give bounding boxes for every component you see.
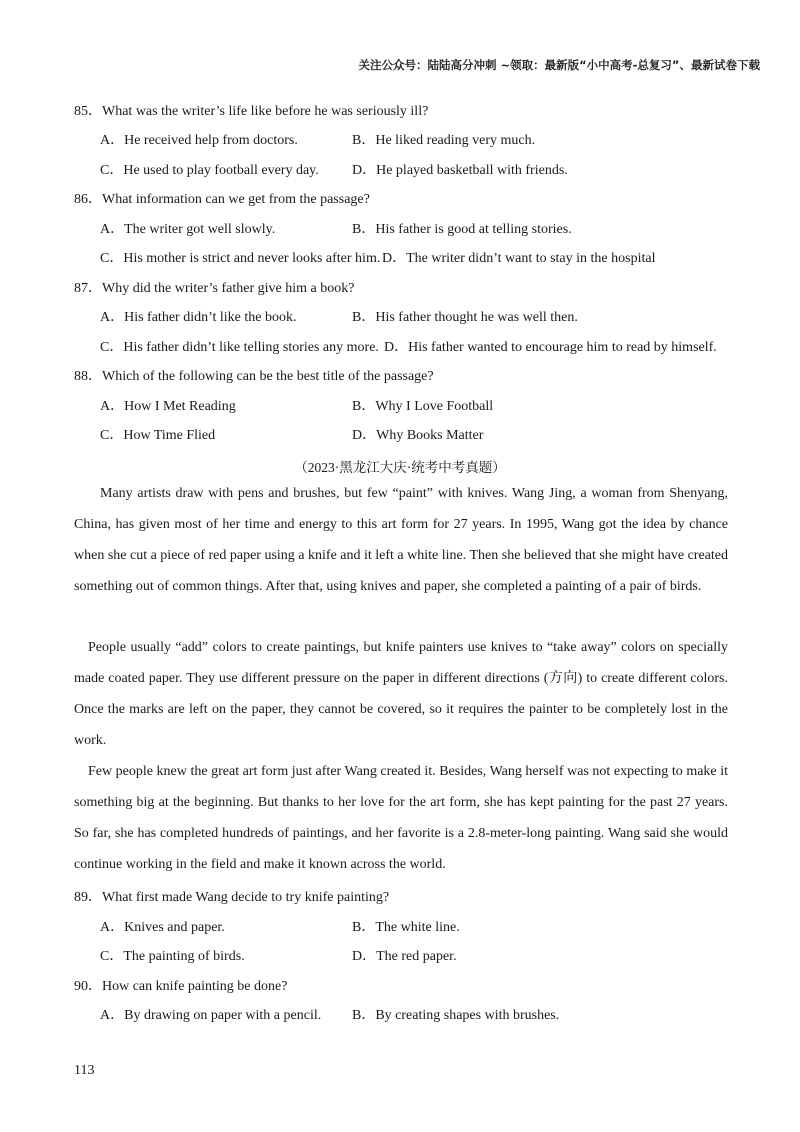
question-88-option-b: B．Why I Love Football [352, 399, 494, 414]
question-89-option-a: A．Knives and paper. [100, 920, 225, 935]
question-89-stem: 89．What first made Wang decide to try knife painting? [74, 890, 390, 905]
question-88-option-d: D．Why Books Matter [352, 428, 484, 443]
question-85-option-d: D．He played basketball with friends. [352, 163, 568, 178]
question-87-stem: 87．Why did the writer’s father give him a book? [74, 281, 355, 296]
question-88-stem: 88．Which of the following can be the best title of the passage? [74, 369, 434, 384]
question-86-option-c: C．His mother is strict and never looks after him. [100, 251, 381, 266]
question-87-option-d: D．His father wanted to encourage him to read by himself. [384, 340, 717, 355]
question-90-option-a: A．By drawing on paper with a pencil. [100, 1008, 322, 1023]
passage-paragraph-2: People usually “add” colors to create paintings, but knife painters use knives to “take away” colors on specially made coated paper. They use different pressure on the paper in different directions (方向) to create different colors. Once the marks are left on the paper, they cannot be covered, so it requires the painter to be completely lost in the work. [74, 640, 728, 748]
question-87-option-a: A．His father didn’t like the book. [100, 310, 297, 325]
question-87-option-b: B．His father thought he was well then. [352, 310, 578, 325]
question-90-stem: 90．How can knife painting be done? [74, 979, 288, 994]
question-86-option-a: A．The writer got well slowly. [100, 222, 276, 237]
question-89-option-c: C．The painting of birds. [100, 949, 245, 964]
question-87-option-c: C．His father didn’t like telling stories any more. [100, 340, 379, 355]
passage-source: （2023·黑龙江大庆·统考中考真题） [294, 460, 506, 475]
question-85-option-a: A．He received help from doctors. [100, 133, 298, 148]
page-header: 关注公众号：陆陆高分冲刺 ~领取：最新版“小中高考-总复习”、最新试卷下载 [358, 58, 760, 72]
page-number: 113 [74, 1063, 95, 1078]
question-89-option-d: D．The red paper. [352, 949, 457, 964]
question-88-option-a: A．How I Met Reading [100, 399, 236, 414]
question-88-option-c: C．How Time Flied [100, 428, 216, 443]
passage-paragraph-1: Many artists draw with pens and brushes, but few “paint” with knives. Wang Jing, a woman from Shenyang, China, has given most of her time and energy to this art form for 27 years. In 1995, Wang got the idea by chance when she cut a piece of red paper using a knife and it left a white line. Then she believed that she might have created something out of common things. After that, using knives and paper, she completed a painting of a pair of birds. [74, 486, 728, 594]
question-85-option-b: B．He liked reading very much. [352, 133, 536, 148]
question-89-option-b: B．The white line. [352, 920, 460, 935]
passage-paragraph-3: Few people knew the great art form just after Wang created it. Besides, Wang herself was not expecting to make it something big at the beginning. But thanks to her love for the art form, she has kept painting for the past 27 years. So far, she has completed hundreds of paintings, and her favorite is a 2.8-meter-long painting. Wang said she would continue working in the field and make it known across the world. [74, 764, 728, 872]
question-86-option-b: B．His father is good at telling stories. [352, 222, 572, 237]
question-86-stem: 86．What information can we get from the passage? [74, 192, 370, 207]
question-85-option-c: C．He used to play football every day. [100, 163, 319, 178]
question-90-option-b: B．By creating shapes with brushes. [352, 1008, 560, 1023]
question-86-option-d: D．The writer didn’t want to stay in the hospital [382, 251, 656, 266]
question-85-stem: 85．What was the writer’s life like before he was seriously ill? [74, 104, 429, 119]
